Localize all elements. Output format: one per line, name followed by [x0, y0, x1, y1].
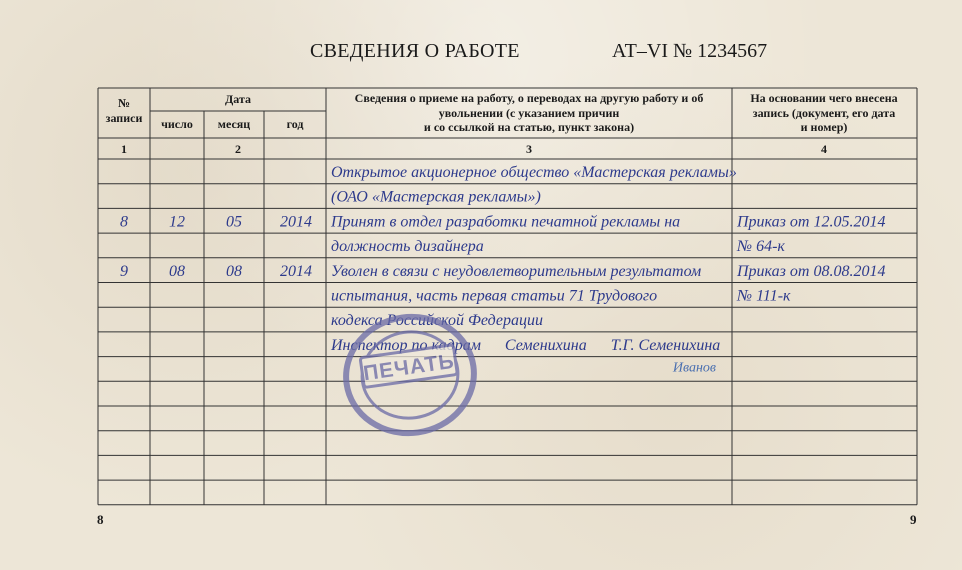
cell-info: Принят в отдел разработки печатной рекламы на	[331, 213, 681, 231]
column-number-4: 4	[821, 142, 827, 156]
header-num-label: записи	[105, 111, 143, 125]
cell-month: 08	[226, 262, 242, 280]
page-number-right: 9	[910, 512, 917, 527]
column-number-2: 2	[235, 142, 241, 156]
cell-basis: № 111-к	[737, 287, 791, 305]
stamp-text: ПЕЧАТЬ	[361, 349, 457, 386]
header-basis-line1: На основании чего внесена	[750, 91, 898, 105]
header-date: Дата	[225, 92, 251, 106]
cell-basis: № 64-к	[737, 238, 785, 256]
cell-info: должность дизайнера	[331, 238, 484, 256]
cell-info: испытания, часть первая статьи 71 Трудового	[331, 287, 658, 305]
cell-basis: Приказ от 08.08.2014	[737, 262, 886, 280]
header-basis-line2: запись (документ, его дата	[752, 106, 896, 120]
cell-year: 2014	[280, 213, 312, 231]
cell-day: 12	[169, 213, 185, 231]
cell-basis: Приказ от 12.05.2014	[737, 213, 886, 231]
header-info-line2: увольнении (с указанием причин	[438, 106, 620, 120]
cell-month: 05	[226, 213, 242, 231]
column-number-1: 1	[121, 142, 127, 156]
column-number-3: 3	[526, 142, 532, 156]
cell-day: 08	[169, 262, 185, 280]
cell-info: кодекса Российской Федерации	[331, 312, 543, 330]
cell-info: Уволен в связи с неудовлетворительным результатом	[331, 262, 702, 280]
cell-info: (ОАО «Мастерская рекламы»)	[331, 188, 541, 206]
header-year: год	[286, 117, 304, 131]
header-month: месяц	[217, 117, 251, 131]
cell-info: Инспектор по кадрам Семенихина Т.Г. Семенихина	[331, 336, 721, 354]
page-number-left: 8	[97, 512, 104, 527]
seal-stamp	[343, 313, 477, 437]
header-basis-line3: и номер)	[800, 120, 848, 134]
signature-ivanov: Иванов	[672, 360, 716, 376]
cell-record-number: 9	[120, 262, 128, 280]
cell-info: Открытое акционерное общество «Мастерская рекламы»	[331, 164, 737, 181]
page-title: СВЕДЕНИЯ О РАБОТЕ	[310, 40, 520, 62]
header-num-symbol: №	[117, 96, 131, 110]
cell-year: 2014	[280, 262, 312, 280]
cell-record-number: 8	[120, 213, 128, 231]
header-info-line3: и со ссылкой на статью, пункт закона)	[423, 120, 635, 134]
header-day: число	[161, 117, 193, 131]
header-info-line1: Сведения о приеме на работу, о переводах на другую работу и об	[354, 91, 704, 105]
series-number: АТ–VI № 1234567	[612, 40, 768, 62]
